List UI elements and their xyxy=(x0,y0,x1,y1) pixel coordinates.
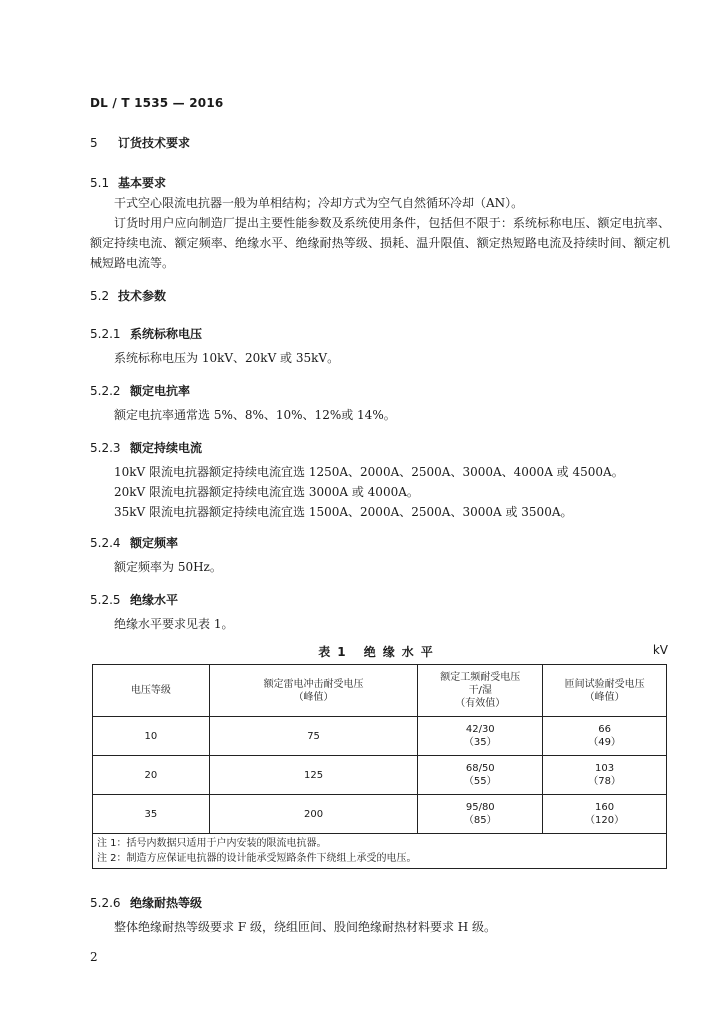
header-text: （峰值） xyxy=(293,691,334,703)
table-header-row xyxy=(93,665,667,717)
section-number: 5.2.1 xyxy=(90,327,121,341)
section-title: 绝缘水平 xyxy=(130,593,179,607)
cell-voltage: 10 xyxy=(93,717,210,756)
section-title: 额定电抗率 xyxy=(130,384,191,398)
header-turn-to-turn xyxy=(543,665,667,717)
section-title: 额定持续电流 xyxy=(130,441,203,455)
paragraph: 额定频率为 50Hz。 xyxy=(114,560,222,574)
cell-turn-to-turn xyxy=(543,717,667,756)
header-text: 额定工频耐受电压 xyxy=(440,672,521,683)
section-5-2-1-heading xyxy=(90,325,202,342)
paragraph-line: 35kV 限流电抗器额定持续电流宜选 1500A、2000A、2500A、3000A 或 3500A。 xyxy=(114,505,573,519)
paragraph: 订货时用户应向制造厂提出主要性能参数及系统使用条件，包括但不限于：系统标称电压、额定电抗率、额定持续电流、额定频率、绝缘水平、绝缘耐热等级、损耗、温升限值、额定热短路电流及持续时间、额定机械短路电流等。 xyxy=(90,216,670,270)
section-5-2-4-heading xyxy=(90,534,178,551)
cell-power-frequency xyxy=(418,717,543,756)
document-header: DL / T 1535 — 2016 xyxy=(90,96,224,110)
table-row xyxy=(93,717,667,756)
section-title: 订货技术要求 xyxy=(118,136,191,150)
section-title: 技术参数 xyxy=(118,289,167,303)
header-voltage-class: 电压等级 xyxy=(93,665,210,717)
cell-value: 95/80 xyxy=(465,802,495,813)
section-title: 绝缘耐热等级 xyxy=(130,896,203,910)
cell-value: （85） xyxy=(463,815,497,826)
cell-value: 66 xyxy=(598,724,611,735)
header-text: 干/湿 xyxy=(468,685,492,696)
section-title: 系统标称电压 xyxy=(130,327,203,341)
section-number: 5.2 xyxy=(90,289,110,303)
table-note: 注 1：括号内数据只适用于户内安装的限流电抗器。 xyxy=(97,838,327,849)
section-5-2-3-heading xyxy=(90,439,202,456)
section-number: 5.2.4 xyxy=(90,536,121,550)
cell-turn-to-turn xyxy=(543,756,667,795)
table-row xyxy=(93,756,667,795)
section-number: 5.1 xyxy=(90,176,110,190)
cell-lightning-impulse: 75 xyxy=(209,717,418,756)
table-row xyxy=(93,795,667,834)
table-note: 注 2：制造方应保证电抗器的设计能承受短路条件下绕组上承受的电压。 xyxy=(97,853,417,864)
table-unit: kV xyxy=(652,643,668,657)
cell-voltage: 35 xyxy=(93,795,210,834)
header-text: （峰值） xyxy=(584,691,625,703)
table-notes xyxy=(93,834,667,869)
section-title: 额定频率 xyxy=(130,536,179,550)
paragraph: 整体绝缘耐热等级要求 F 级，绕组匝间、股间绝缘耐热材料要求 H 级。 xyxy=(114,920,497,934)
paragraph: 额定电抗率通常选 5%、8%、10%、12%或 14%。 xyxy=(114,408,396,422)
section-number: 5.2.5 xyxy=(90,593,121,607)
section-number: 5.2.3 xyxy=(90,441,121,455)
cell-value: （49） xyxy=(588,737,621,748)
paragraph-line: 20kV 限流电抗器额定持续电流宜选 3000A 或 4000A。 xyxy=(114,485,419,499)
section-5-2-6-heading xyxy=(90,894,202,911)
cell-value: 68/50 xyxy=(465,763,495,774)
cell-power-frequency xyxy=(418,756,543,795)
table-title: 表1 绝缘水平 xyxy=(318,645,440,659)
cell-value: （55） xyxy=(463,776,497,787)
page-number: 2 xyxy=(90,950,98,964)
cell-lightning-impulse: 125 xyxy=(209,756,418,795)
cell-value: 160 xyxy=(595,802,615,813)
cell-voltage: 20 xyxy=(93,756,210,795)
paragraph: 系统标称电压为 10kV、20kV 或 35kV。 xyxy=(114,351,340,365)
header-text: （有效值） xyxy=(455,698,506,709)
cell-value: （78） xyxy=(588,776,621,787)
paragraph-line: 10kV 限流电抗器额定持续电流宜选 1250A、2000A、2500A、3000A、4000A 或 4500A。 xyxy=(114,465,624,479)
section-number: 5.2.2 xyxy=(90,384,121,398)
section-title: 基本要求 xyxy=(118,176,167,190)
header-power-frequency xyxy=(418,665,543,717)
header-lightning-impulse xyxy=(209,665,418,717)
section-5-2-2-heading xyxy=(90,382,190,399)
section-5-2-5-heading xyxy=(90,591,178,608)
paragraph: 干式空心限流电抗器一般为单相结构；冷却方式为空气自然循环冷却（AN）。 xyxy=(114,196,524,210)
paragraph: 绝缘水平要求见表 1。 xyxy=(114,617,234,631)
header-text: 额定雷电冲击耐受电压 xyxy=(263,678,364,690)
section-5-heading xyxy=(90,134,190,151)
cell-value: （120） xyxy=(585,815,625,826)
section-5-2-heading xyxy=(90,287,166,304)
cell-value: 42/30 xyxy=(465,724,495,735)
cell-lightning-impulse: 200 xyxy=(209,795,418,834)
section-5-1-heading xyxy=(90,174,166,191)
cell-turn-to-turn xyxy=(543,795,667,834)
section-number: 5.2.6 xyxy=(90,896,121,910)
insulation-level-table xyxy=(92,664,667,869)
cell-value: （35） xyxy=(463,737,497,748)
section-number: 5 xyxy=(90,136,98,150)
table-notes-row xyxy=(93,834,667,869)
header-text: 匝间试验耐受电压 xyxy=(564,678,645,690)
cell-power-frequency xyxy=(418,795,543,834)
cell-value: 103 xyxy=(595,763,615,774)
